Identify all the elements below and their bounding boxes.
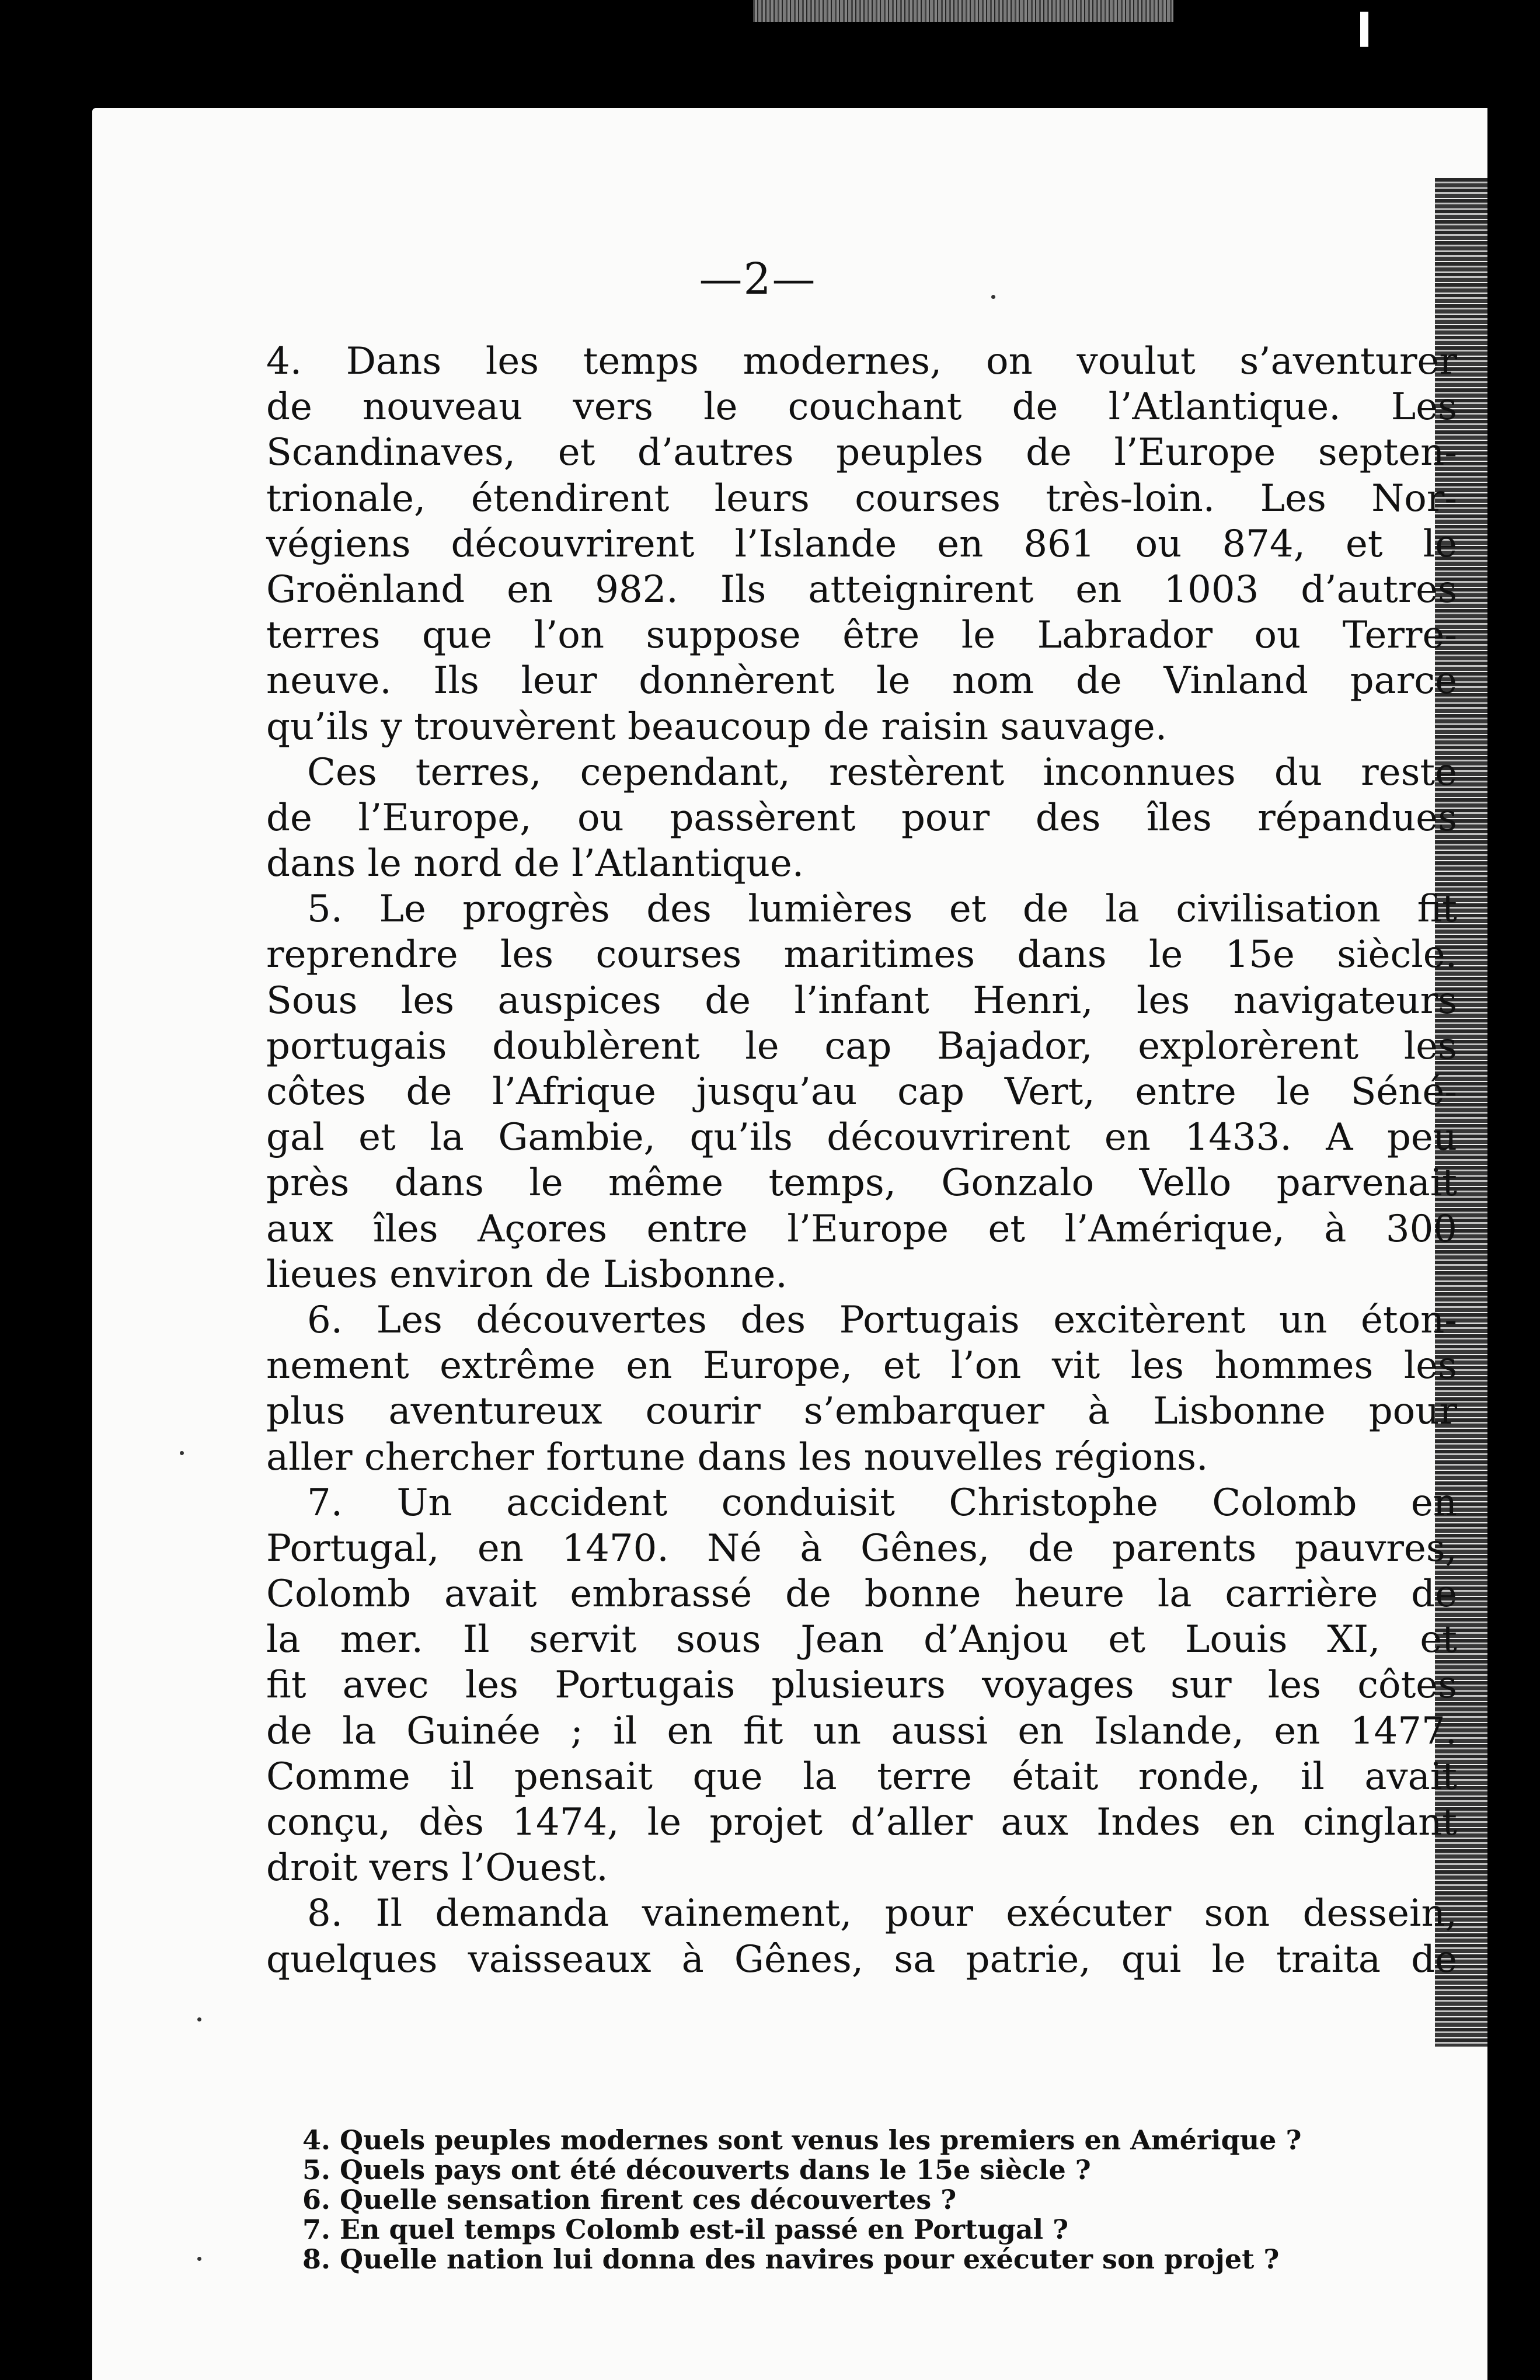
review-questions: [302, 2125, 1441, 2274]
ink-speck: [991, 295, 995, 299]
body-text: [266, 339, 1457, 1982]
text-line: Colomb avait embrassé de bonne heure la carrière de: [266, 1572, 1457, 1616]
question-line: 5. Quels pays ont été découverts dans le 15e siècle ?: [302, 2154, 1091, 2186]
text-line: de la Guinée ; il en fit un aussi en Islande, en 1477.: [266, 1709, 1457, 1753]
ink-speck: [180, 1451, 184, 1455]
text-line: conçu, dès 1474, le projet d’aller aux Indes en cinglant: [266, 1801, 1457, 1844]
text-line: quelques vaisseaux à Gênes, sa patrie, qui le traita de: [266, 1937, 1457, 1981]
question-line: 7. En quel temps Colomb est-il passé en Portugal ?: [302, 2214, 1069, 2245]
question-line: 8. Quelle nation lui donna des navires pour exécuter son projet ?: [302, 2243, 1280, 2275]
text-line: fit avec les Portugais plusieurs voyages sur les côtes: [266, 1664, 1457, 1707]
page-number: —2—: [699, 254, 817, 304]
text-line: Comme il pensait que la terre était ronde, il avait: [266, 1755, 1457, 1798]
text-line: reprendre les courses maritimes dans le 15e siècle.: [266, 933, 1457, 977]
text-line: 8. Il demanda vainement, pour exécuter son dessein,: [307, 1892, 1457, 1936]
text-line: 7. Un accident conduisit Christophe Colomb en: [307, 1481, 1457, 1525]
text-line: plus aventureux courir s’embarquer à Lisbonne pour: [266, 1390, 1457, 1433]
text-line: lieues environ de Lisbonne.: [266, 1252, 788, 1296]
text-line: de nouveau vers le couchant de l’Atlantique. Les: [266, 385, 1457, 429]
ink-speck: [197, 2257, 201, 2261]
text-line: gal et la Gambie, qu’ils découvrirent en 1433. A peu: [266, 1116, 1457, 1160]
binding-mark: [1360, 12, 1368, 47]
text-line: neuve. Ils leur donnèrent le nom de Vinland parce: [266, 659, 1457, 703]
text-line: portugais doublèrent le cap Bajador, explorèrent les: [266, 1024, 1457, 1068]
text-line: de l’Europe, ou passèrent pour des îles répandues: [266, 796, 1457, 840]
text-line: qu’ils y trouvèrent beaucoup de raisin sauvage.: [266, 705, 1168, 749]
text-line: la mer. Il servit sous Jean d’Anjou et Louis XI, et: [266, 1618, 1457, 1662]
question-line: 4. Quels peuples modernes sont venus les premiers en Amérique ?: [302, 2124, 1302, 2156]
text-line: droit vers l’Ouest.: [266, 1846, 608, 1890]
text-line: nement extrême en Europe, et l’on vit les hommes les: [266, 1344, 1457, 1388]
text-line: près dans le même temps, Gonzalo Vello parvenait: [266, 1161, 1457, 1205]
text-line: 4. Dans les temps modernes, on voulut s’aventurer: [266, 340, 1457, 383]
book-page: [92, 108, 1487, 2380]
text-line: aux îles Açores entre l’Europe et l’Amérique, à 300: [266, 1207, 1457, 1251]
text-line: 6. Les découvertes des Portugais excitèrent un éton-: [307, 1298, 1457, 1342]
text-line: Portugal, en 1470. Né à Gênes, de parents pauvres,: [266, 1526, 1457, 1570]
text-line: végiens découvrirent l’Islande en 861 ou 874, et le: [266, 522, 1457, 566]
text-line: côtes de l’Afrique jusqu’au cap Vert, entre le Séné-: [266, 1070, 1457, 1114]
text-line: dans le nord de l’Atlantique.: [266, 842, 804, 886]
text-line: 5. Le progrès des lumières et de la civilisation fit: [307, 888, 1457, 931]
ink-speck: [197, 2017, 201, 2021]
text-line: Groënland en 982. Ils atteignirent en 1003 d’autres: [266, 568, 1457, 611]
text-line: Sous les auspices de l’infant Henri, les navigateurs: [266, 979, 1457, 1022]
text-line: trionale, étendirent leurs courses très-loin. Les Nor-: [266, 476, 1457, 520]
scan-smudge: [753, 0, 1173, 22]
text-line: terres que l’on suppose être le Labrador ou Terre-: [266, 614, 1457, 657]
text-line: Scandinaves, et d’autres peuples de l’Europe septen-: [266, 431, 1457, 475]
text-line: Ces terres, cependant, restèrent inconnues du reste: [307, 750, 1457, 794]
text-line: aller chercher fortune dans les nouvelles régions.: [266, 1435, 1208, 1479]
question-line: 6. Quelle sensation firent ces découvertes ?: [302, 2184, 957, 2215]
